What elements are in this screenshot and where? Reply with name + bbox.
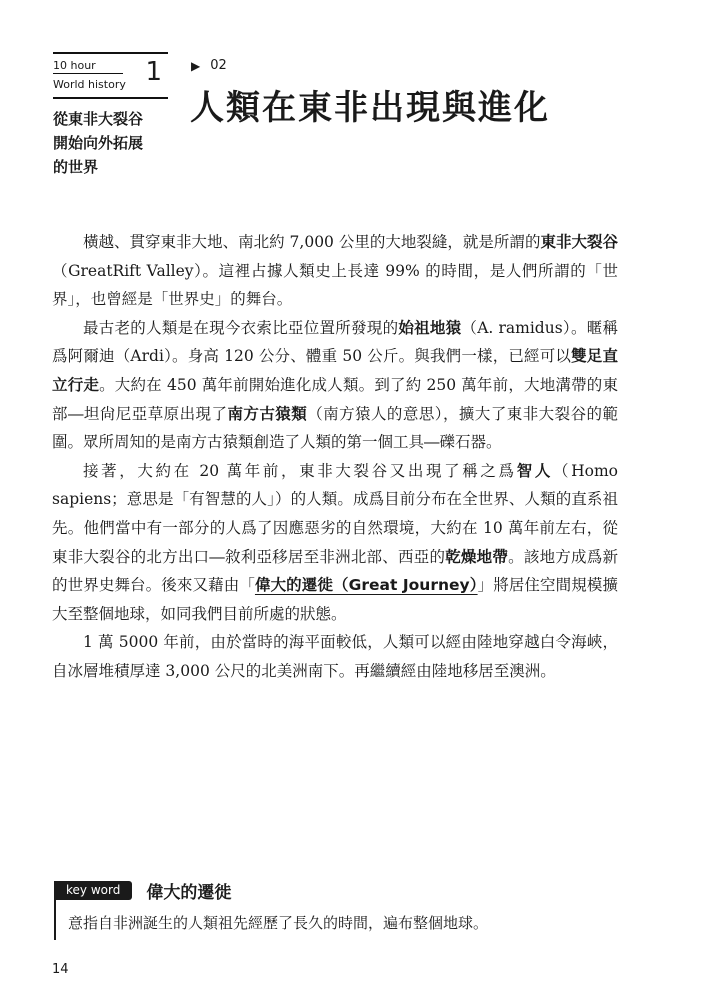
key-term: 南方古猿類 xyxy=(227,404,308,423)
keyword-header xyxy=(54,878,231,903)
text-run: 橫越、貫穿東非大地、南北約 7,000 公里的大地裂縫，就是所謂的 xyxy=(83,233,541,251)
key-term: 偉大的遷徙（Great Journey） xyxy=(254,576,478,595)
body-paragraph xyxy=(52,628,618,685)
chapter-subtitle-line: 的世界 xyxy=(53,158,99,176)
body-paragraph xyxy=(52,457,618,629)
chapter-subtitle-line: 從東非大裂谷 xyxy=(53,110,144,128)
body-text xyxy=(52,228,618,686)
key-term: 東非大裂谷 xyxy=(540,233,618,251)
text-run: （Homo sapiens；意思是「有智慧的人」）的人類。成爲目前分布在全世界、人類的直系祖先。他們當中有一部分的人爲了因應惡劣的自然環境，大約在 10 萬年前左右，從東非大裂谷的北方出口―敘利亞移居至非洲北部、西亞的 xyxy=(52,461,618,566)
text-run: （GreatRift Valley）。這裡占據人類史上長達 99% 的時間，是人們所謂的「世界」，也曾經是「世界史」的舞台。 xyxy=(52,261,618,309)
section-label xyxy=(191,58,227,73)
text-run: 1 萬 5000 年前，由於當時的海平面較低，人類可以經由陸地穿越白令海峽，自冰層堆積厚達 3,000 公尺的北美洲南下。再繼續經由陸地移居至澳洲。 xyxy=(52,633,618,680)
text-run: 接著，大約在 20 萬年前，東非大裂谷又出現了稱之爲 xyxy=(83,461,517,480)
section-number: 02 xyxy=(210,58,227,73)
page-title: 人類在東非出現與進化 xyxy=(190,88,550,128)
chapter-labels xyxy=(53,54,126,97)
keyword-description: 意指自非洲誕生的人類祖先經歷了長久的時間，遍布整個地球。 xyxy=(68,914,489,932)
chapter-box xyxy=(53,52,168,179)
chapter-row xyxy=(53,54,168,97)
text-run: 。該地方成爲新的世界史舞台。後來又藉由「 xyxy=(52,547,618,595)
chapter-subtitle-line: 開始向外拓展 xyxy=(53,134,144,152)
chapter-label-world-history: World history xyxy=(53,78,126,91)
keyword-vertical-rule xyxy=(54,900,56,940)
play-arrow-icon: ▶ xyxy=(191,58,201,73)
page-number: 14 xyxy=(52,962,69,977)
keyword-badge: key word xyxy=(54,881,132,900)
key-term: 乾燥地帶 xyxy=(445,547,509,566)
body-paragraph xyxy=(52,314,618,457)
chapter-number: 1 xyxy=(145,57,162,87)
text-run: 」將居住空間規模擴大至整個地球，如同我們目前所處的狀態。 xyxy=(52,576,618,623)
chapter-subtitle xyxy=(53,107,168,179)
text-run: 。大約在 450 萬年前開始進化成人類。到了約 250 萬年前，大地溝帶的東部―坦尙尼亞草原出現了 xyxy=(52,375,618,423)
text-run: （南方猿人的意思），擴大了東非大裂谷的範圍。眾所周知的是南方古猿類創造了人類的第一個工具―礫石器。 xyxy=(52,404,618,452)
text-run: 最古老的人類是在現今衣索比亞位置所發現的 xyxy=(83,318,399,337)
chapter-label-hour: 10 hour xyxy=(53,59,96,72)
keyword-term: 偉大的遷徙 xyxy=(146,883,232,903)
text-run: （A. ramidus）。暱稱爲阿爾迪（Ardi）。身高 120 公分、體重 50 公斤。與我們一樣，已經可以 xyxy=(52,318,618,366)
key-term: 始祖地猿 xyxy=(398,318,462,337)
chapter-bottom-rule xyxy=(53,97,168,99)
body-paragraph xyxy=(52,228,618,314)
key-term: 雙足直立行走 xyxy=(52,347,618,394)
key-term: 智人 xyxy=(516,461,553,480)
